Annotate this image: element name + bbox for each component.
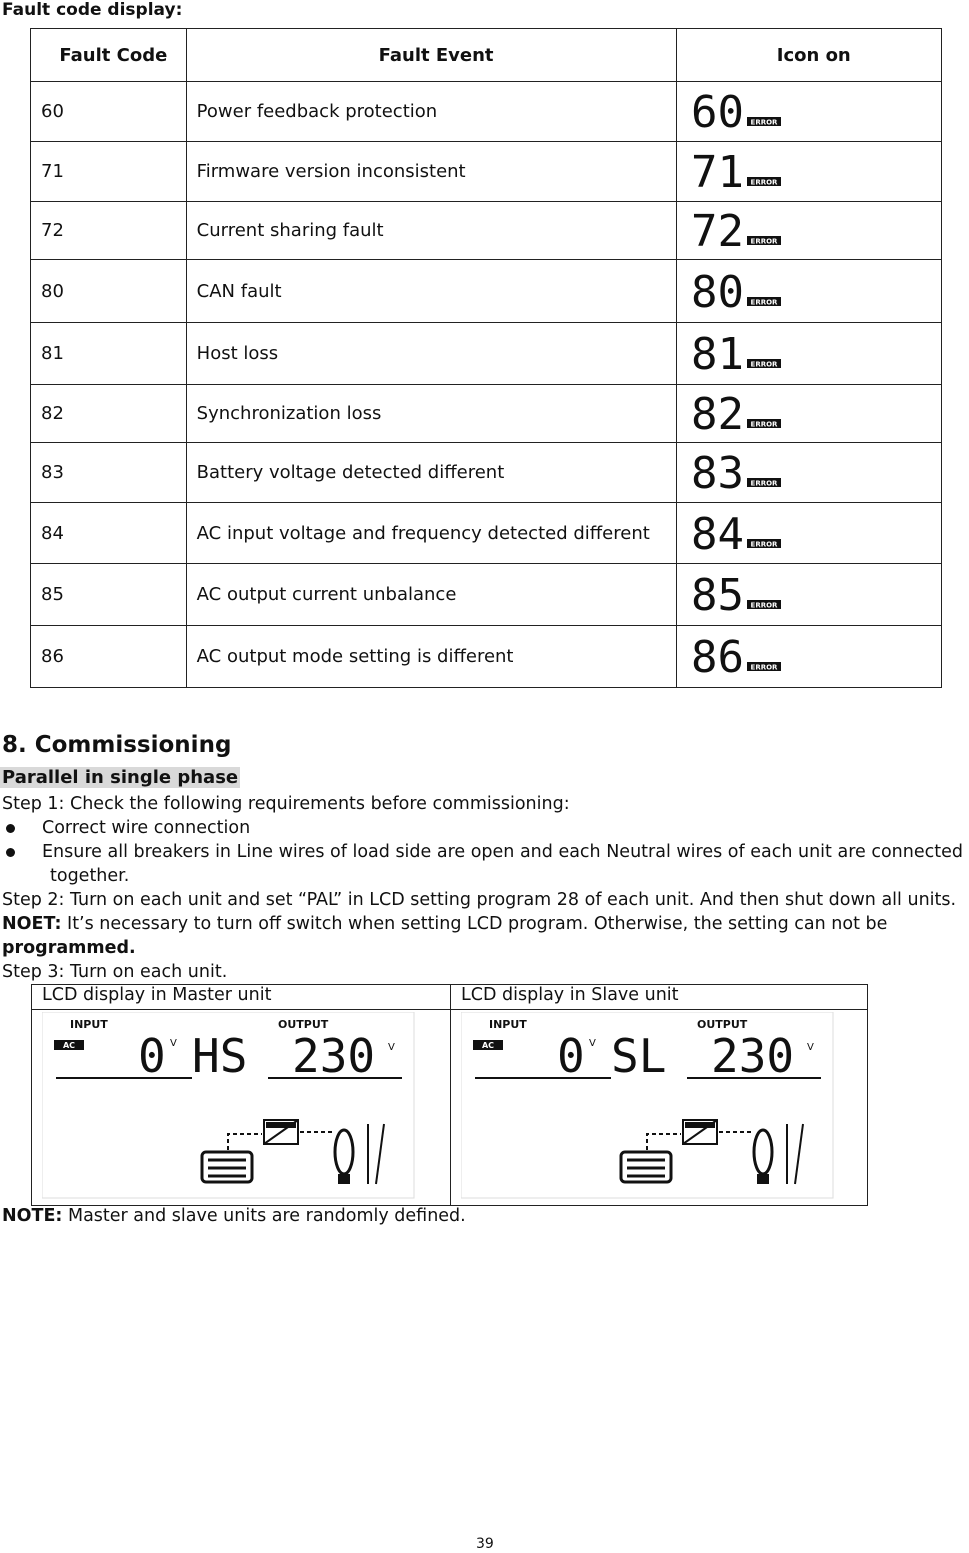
error-tag: ERROR [750, 479, 777, 488]
error-tag: ERROR [750, 540, 777, 548]
fault-code-cell: 60 [31, 82, 187, 142]
table-row [31, 626, 942, 688]
fault-code-cell: 82 [31, 385, 187, 443]
error-tag: ERROR [750, 298, 777, 306]
lcd-slave-label: LCD display in Slave unit [451, 985, 868, 1010]
fault-event-cell: Power feedback protection [186, 82, 676, 142]
segment-digits: 86 [690, 632, 744, 680]
lcd-mode-value: SL [611, 1029, 667, 1083]
noet-label: NOET: [2, 914, 62, 934]
segment-digits: 84 [690, 508, 744, 557]
bullet-1 [6, 818, 251, 838]
bullet-1-text: Correct wire connection [42, 818, 251, 838]
lcd-output-value: 230 [711, 1029, 795, 1083]
fault-code-cell: 85 [31, 564, 187, 626]
section-subtitle: Parallel in single phase [2, 767, 239, 788]
bullet-dot-icon [6, 848, 15, 857]
section-title: 8. Commissioning [2, 732, 232, 758]
fault-event-cell: AC output current unbalance [186, 564, 676, 626]
lcd-input-value: 0 [138, 1029, 166, 1083]
segment-digits: 82 [690, 389, 744, 437]
lcd-ac-tag: AC [62, 1041, 76, 1050]
bullet-2-text: Ensure all breakers in Line wires of load side are open and each Neutral wires of each unit are connected [42, 842, 963, 862]
error-icon [676, 323, 941, 385]
table-row [31, 503, 942, 564]
error-tag: ERROR [750, 178, 777, 187]
lcd-ac-tag: AC [481, 1041, 495, 1050]
noet-text: It’s necessary to turn off switch when setting LCD program. Otherwise, the setting can not be [61, 914, 888, 934]
fault-code-cell: 72 [31, 202, 187, 260]
lcd-master-label: LCD display in Master unit [32, 985, 451, 1010]
lcd-display-table [31, 984, 868, 1206]
table-row [31, 142, 942, 202]
lcd-mode-value: HS [192, 1029, 248, 1083]
table-row [31, 323, 942, 385]
fault-code-cell: 71 [31, 142, 187, 202]
table-row [31, 82, 942, 142]
segment-digits: 72 [690, 206, 744, 254]
error-icon [676, 202, 941, 260]
fault-code-cell: 84 [31, 503, 187, 564]
fault-code-cell: 83 [31, 443, 187, 503]
fault-event-cell: AC input voltage and frequency detected different [186, 503, 676, 564]
lcd-output-label: OUTPUT [278, 1018, 329, 1031]
noet-line [2, 914, 887, 934]
lcd-image-row [32, 1010, 868, 1206]
lcd-header-row [32, 985, 868, 1010]
error-tag: ERROR [750, 663, 777, 672]
step-1: Step 1: Check the following requirements before commissioning: [2, 794, 570, 814]
segment-digits: 81 [690, 329, 744, 377]
error-icon [676, 626, 941, 688]
segment-digits: 85 [690, 570, 744, 618]
lcd-input-unit: V [589, 1038, 596, 1049]
error-icon [676, 385, 941, 443]
fault-event-cell: CAN fault [186, 260, 676, 323]
segment-digits: 60 [690, 87, 744, 135]
error-icon [676, 564, 941, 626]
segment-digits: 80 [690, 266, 744, 315]
lcd-slave-screen [451, 1010, 868, 1206]
segment-digits: 83 [690, 448, 744, 496]
noet-continuation: programmed. [2, 938, 136, 958]
table-row [31, 202, 942, 260]
error-tag: ERROR [750, 601, 777, 610]
segment-digits: 71 [690, 147, 744, 195]
header-icon-on: Icon on [676, 29, 941, 82]
header-fault-code: Fault Code [31, 29, 187, 82]
page-number: 39 [476, 1536, 494, 1552]
error-icon [676, 260, 941, 323]
table-row [31, 443, 942, 503]
bullet-dot-icon [6, 824, 15, 833]
step-3: Step 3: Turn on each unit. [2, 962, 228, 982]
note-text: Master and slave units are randomly defined. [62, 1206, 466, 1226]
error-tag: ERROR [750, 118, 777, 127]
fault-event-cell: Firmware version inconsistent [186, 142, 676, 202]
bullet-2-continuation: together. [50, 866, 130, 886]
table-row [31, 385, 942, 443]
fault-event-cell: Current sharing fault [186, 202, 676, 260]
fault-event-cell: Synchronization loss [186, 385, 676, 443]
note-line [2, 1206, 466, 1226]
error-icon [676, 503, 941, 564]
lcd-input-label: INPUT [70, 1018, 108, 1031]
fault-code-heading: Fault code display: [2, 0, 183, 20]
lcd-output-unit: V [388, 1042, 395, 1053]
lcd-input-unit: V [170, 1038, 177, 1049]
lcd-output-label: OUTPUT [697, 1018, 748, 1031]
error-tag: ERROR [750, 420, 777, 429]
bullet-2 [6, 842, 963, 862]
lcd-input-value: 0 [557, 1029, 585, 1083]
fault-event-cell: Battery voltage detected different [186, 443, 676, 503]
fault-code-cell: 81 [31, 323, 187, 385]
fault-code-table [30, 28, 942, 688]
table-row [31, 260, 942, 323]
table-row [31, 564, 942, 626]
lcd-output-value: 230 [292, 1029, 376, 1083]
note-label: NOTE: [2, 1206, 63, 1226]
error-tag: ERROR [750, 237, 777, 246]
lcd-master-screen [32, 1010, 451, 1206]
fault-code-cell: 86 [31, 626, 187, 688]
fault-code-cell: 80 [31, 260, 187, 323]
error-icon [676, 82, 941, 142]
error-tag: ERROR [750, 360, 777, 369]
header-fault-event: Fault Event [186, 29, 676, 82]
error-icon [676, 443, 941, 503]
fault-event-cell: Host loss [186, 323, 676, 385]
lcd-input-label: INPUT [489, 1018, 527, 1031]
error-icon [676, 142, 941, 202]
step-2: Step 2: Turn on each unit and set “PAL” in LCD setting program 28 of each unit. And then shut down all units. [2, 890, 957, 910]
lcd-output-unit: V [807, 1042, 814, 1053]
table-header-row [31, 29, 942, 82]
fault-event-cell: AC output mode setting is different [186, 626, 676, 688]
